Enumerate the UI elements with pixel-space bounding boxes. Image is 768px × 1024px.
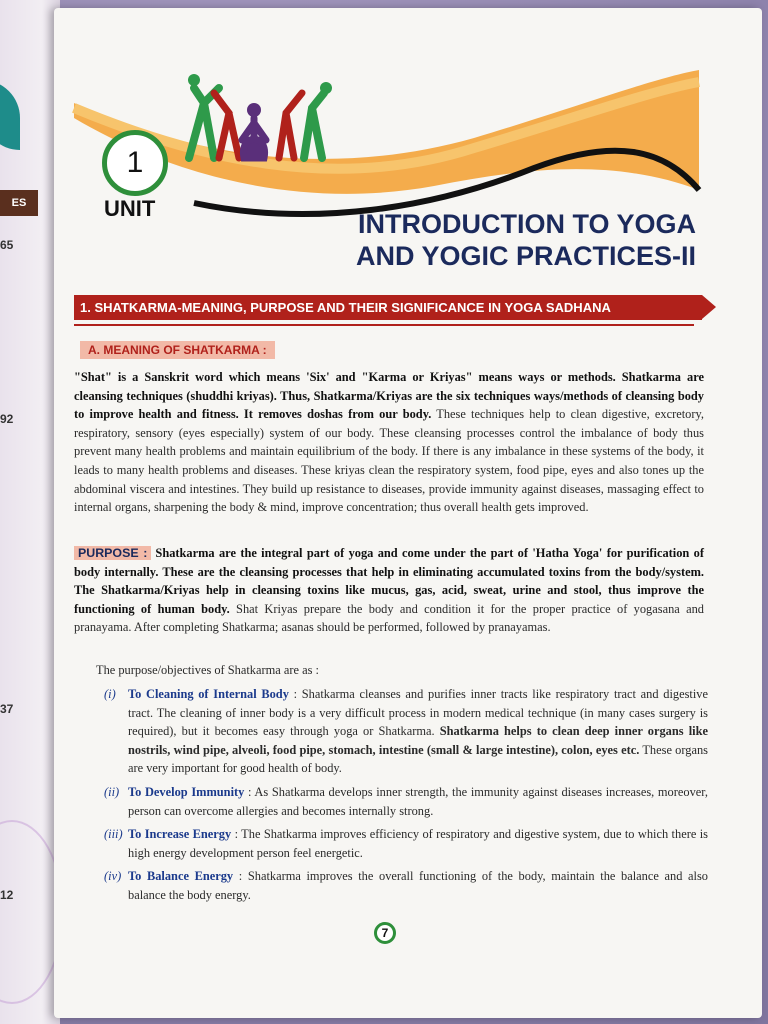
- purpose-text: Shat Kriyas prepare the body and condition it for the proper practice of yogasana and pranayama. After completing Shatkarma; asanas should be performed, followed by pranayamas.: [74, 601, 704, 635]
- objectives-intro: The purpose/objectives of Shatkarma are as :: [96, 663, 319, 677]
- list-item-title: To Cleaning of Internal Body: [128, 687, 289, 701]
- left-page-number: 65: [0, 238, 14, 252]
- list-item-title: To Balance Energy: [128, 869, 234, 884]
- meaning-bold-text: "Shat" is a Sanskrit word which means 'Six' and "Karma or Kriyas" means ways or methods. Shatkarma are cleansing techniques (shuddhi kriyas). Thus, Shatkarma/Kriyas are the six techniques ways/methods of cleansing body to improve health and fitness. It removes doshas from our body.: [74, 370, 704, 422]
- list-item-text: : Shatkarma cleanses and purifies inner tracts like respiratory tract and digestive tract. The cleaning of inner body is a very difficult process in modern medical technique (in many cases surgery is required), but it becomes easy through yoga or Shatkarma.: [128, 687, 708, 739]
- list-item-text: : Shatkarma improves the overall functioning of the body, maintain the balance and also balance the body energy.: [128, 869, 708, 902]
- list-item-bold-text: Shatkarma helps to clean deep inner organs like nostrils, wind pipe, alveoli, food pipe, stomach, intestine (small & large intestine), colon, eyes etc.: [128, 724, 708, 757]
- section-divider: [74, 324, 694, 326]
- left-page-number: 37: [0, 702, 14, 716]
- mandala-decoration: [0, 820, 60, 1004]
- purpose-label: PURPOSE :: [74, 546, 151, 560]
- section-heading: 1. SHATKARMA-MEANING, PURPOSE AND THEIR SIGNIFICANCE IN YOGA SADHANA: [74, 295, 702, 320]
- left-page-tab: ES: [0, 190, 38, 216]
- list-item: [104, 825, 708, 862]
- meaning-paragraph: [74, 368, 704, 517]
- list-item: [104, 783, 708, 820]
- unit-label: UNIT: [104, 196, 156, 221]
- yoga-banner-illustration: [54, 8, 762, 238]
- list-item-text: : The Shatkarma improves efficiency of respiratory and digestive system, due to which there is high energy development person feel energetic.: [128, 827, 708, 860]
- book-page: [54, 8, 762, 1018]
- meaning-text: These techniques help to clean digestive, excretory, respiratory, sensory (eyes especially) system of our body. These cleansing processes control the imbalance of body thus prevent many health problems and maintain equilibrium of the body. If there is any imbalance in these systems of the body, it leads to many health problems and diseases. These kriyas clean the respiratory system, food pipe, eyes and also tones up the abdominal viscera and intestines. They build up resistance to diseases, provide immunity against diseases, massaging effect to internal organs, sharpening the body & mind, improve concentration; thus overall health gets improved.: [74, 407, 704, 515]
- list-item-title: To Increase Energy: [128, 827, 232, 842]
- list-item: [104, 867, 708, 904]
- list-item-tail: These organs are very important for good health of body.: [128, 742, 708, 776]
- left-page-number: 92: [0, 412, 14, 426]
- list-item-text: : As Shatkarma develops inner strength, the immunity against diseases increases, moreover, person can overcome allergies and becomes internally strong.: [128, 784, 708, 818]
- chapter-title: [316, 208, 696, 272]
- chapter-title-line1: INTRODUCTION TO YOGA: [357, 209, 696, 239]
- chapter-title-line2: AND YOGIC PRACTICES-II: [355, 241, 696, 271]
- purpose-paragraph: [74, 544, 704, 637]
- left-page-number: 12: [0, 888, 14, 902]
- left-page-edge: [0, 0, 60, 1024]
- page-number: 7: [374, 922, 396, 944]
- list-item: [104, 685, 708, 778]
- list-item-title: To Develop Immunity: [128, 784, 245, 799]
- list-item-number: (i): [104, 687, 116, 701]
- purpose-bold-text: Shatkarma are the integral part of yoga and come under the part of 'Hatha Yoga' for purification of body internally. These are the cleansing processes that help in eliminating accumulated toxins from the body/system. The Shatkarma/Kriyas help in cleansing toxins like mucus, gas, acid, sweat, urine and stool, thus improve the functioning of human body.: [74, 546, 704, 616]
- unit-number: 1: [126, 146, 144, 179]
- subheading-meaning: A. MEANING OF SHATKARMA :: [80, 341, 275, 359]
- yoga-figures-icon: [188, 74, 332, 158]
- list-item-number: (iii): [104, 827, 123, 842]
- unit-number-badge: [102, 130, 168, 196]
- leaf-decoration: [0, 80, 20, 150]
- list-item-number: (iv): [104, 869, 122, 884]
- objectives-list: [104, 685, 708, 910]
- list-item-number: (ii): [104, 784, 120, 799]
